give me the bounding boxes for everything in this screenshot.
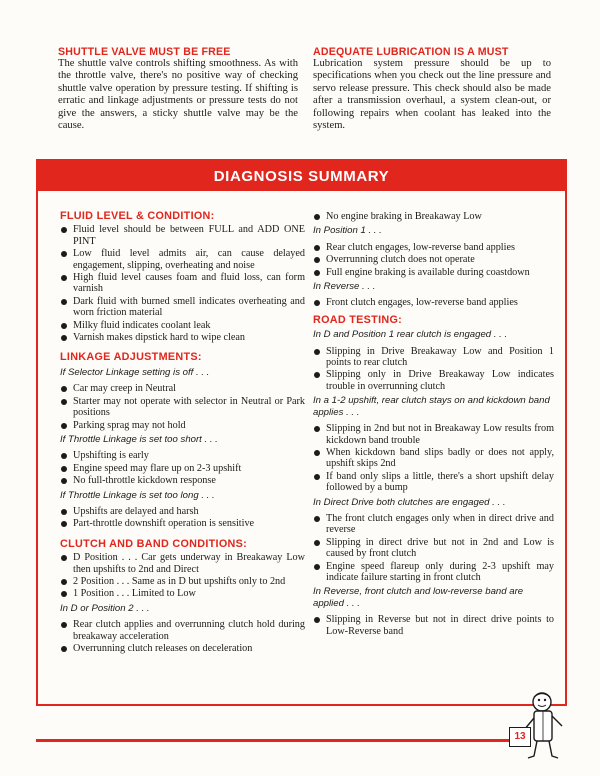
road-list-3 <box>313 513 554 583</box>
list-item: High fluid level causes foam and fluid loss, can form varnish <box>60 272 305 295</box>
list-item: Rear clutch applies and overrunning clutch hold during breakaway acceleration <box>60 619 305 642</box>
condition-label: In Reverse . . . <box>313 281 376 293</box>
summary-banner <box>38 161 565 191</box>
cartoon-mechanic-holding-page-number-icon <box>512 690 568 762</box>
list-item: Milky fluid indicates coolant leak <box>60 320 305 331</box>
condition-label: In D and Position 1 rear clutch is engaged . . . <box>313 329 508 341</box>
list-item: Dark fluid with burned smell indicates overheating and worn friction material <box>60 296 305 319</box>
condition-label: If Throttle Linkage is set too short . . . <box>60 433 218 445</box>
shuttle-valve-heading: SHUTTLE VALVE MUST BE FREE <box>58 46 231 58</box>
road-testing-section <box>313 315 554 637</box>
list-item: No full-throttle kickdown response <box>60 475 305 486</box>
list-item: Full engine braking is available during coastdown <box>313 267 554 278</box>
list-item: Front clutch engages, low-reverse band applies <box>313 297 554 308</box>
condition-label: In D or Position 2 . . . <box>60 602 150 614</box>
list-item: 2 Position . . . Same as in D but upshifts only to 2nd <box>60 576 305 587</box>
list-item: Slipping in Drive Breakaway Low and Position 1 points to rear clutch <box>313 346 554 369</box>
list-item: Low fluid level admits air, can cause delayed engagement, slipping, overheating and noise <box>60 248 305 271</box>
summary-left-column <box>60 211 305 663</box>
list-item: Starter may not operate with selector in Neutral or Park positions <box>60 396 305 419</box>
clutch-list-d <box>60 619 305 654</box>
condition-label: In Direct Drive both clutches are engaged . . . <box>313 496 506 508</box>
fluid-heading: FLUID LEVEL & CONDITION: <box>60 210 215 222</box>
list-item: Upshifting is early <box>60 450 305 461</box>
list-item: Slipping in 2nd but not in Breakaway Low results from kickdown band trouble <box>313 423 554 446</box>
lubrication-body: Lubrication system pressure should be up to specifications when you check out the line pressure and servo release pressure. This check should also be made after a transmission overhaul, a system clean-out, or following repairs when coolant has leaked into the system. <box>313 58 551 132</box>
list-item: Overrunning clutch releases on deceleration <box>60 643 305 654</box>
footer-rule <box>36 739 514 742</box>
list-item: Engine speed may flare up on 2-3 upshift <box>60 463 305 474</box>
list-item: Slipping only in Drive Breakaway Low indicates trouble in overrunning clutch <box>313 369 554 392</box>
fluid-section <box>60 211 305 343</box>
list-item: When kickdown band slips badly or does not apply, upshift skips 2nd <box>313 447 554 470</box>
list-item: Slipping in Reverse but not in direct drive points to Low-Reverse band <box>313 614 554 637</box>
shuttle-valve-section <box>58 46 298 132</box>
list-item: Fluid level should be between FULL and ADD ONE PINT <box>60 224 305 247</box>
list-item: Rear clutch engages, low-reverse band applies <box>313 242 554 253</box>
clutch-section <box>60 539 305 655</box>
list-item: Overrunning clutch does not operate <box>313 254 554 265</box>
list-item: Part-throttle downshift operation is sensitive <box>60 518 305 529</box>
list-item: No engine braking in Breakaway Low <box>313 211 554 222</box>
summary-right-column <box>313 211 554 646</box>
list-item: Parking sprag may not hold <box>60 420 305 431</box>
condition-label: In Position 1 . . . <box>313 225 382 237</box>
position1-list <box>313 242 554 278</box>
reverse-list <box>313 297 554 308</box>
clutch-heading: CLUTCH AND BAND CONDITIONS: <box>60 537 248 550</box>
list-item: The front clutch engages only when in direct drive and reverse <box>313 513 554 536</box>
list-item: 1 Position . . . Limited to Low <box>60 588 305 599</box>
shuttle-valve-body: The shuttle valve controls shifting smoothness. As with the throttle valve, there's no positive way of checking shuttle valve operation by pressure testing. If shifting is erratic and linkage adjustments or pressure tests do not give the answers, a sticky shuttle valve may be the cause. <box>58 58 298 132</box>
list-item: Upshifts are delayed and harsh <box>60 506 305 517</box>
condition-label: In Reverse, front clutch and low-reverse band are applied . . . <box>313 586 524 609</box>
linkage-list-long <box>60 506 305 530</box>
linkage-list-selector <box>60 383 305 431</box>
list-item: If band only slips a little, there's a short upshift delay followed by a bump <box>313 471 554 494</box>
condition-label: In a 1-2 upshift, rear clutch stays on and kickdown band applies . . . <box>313 395 550 418</box>
road-list-4 <box>313 614 554 637</box>
linkage-section <box>60 352 305 529</box>
lubrication-section <box>313 46 551 132</box>
list-item: Car may creep in Neutral <box>60 383 305 394</box>
linkage-heading: LINKAGE ADJUSTMENTS: <box>60 351 202 364</box>
road-testing-heading: ROAD TESTING: <box>313 313 403 326</box>
road-list-1 <box>313 346 554 393</box>
list-item: Engine speed flareup only during 2-3 upshift may indicate failure starting in front clutch <box>313 561 554 584</box>
list-item: D Position . . . Car gets underway in Breakaway Low then upshifts to 2nd and Direct <box>60 552 305 575</box>
diagnosis-summary-box <box>36 159 567 706</box>
list-item: Varnish makes dipstick hard to wipe clean <box>60 332 305 343</box>
linkage-list-short <box>60 450 305 486</box>
clutch-list-continued <box>313 211 554 222</box>
lubrication-heading: ADEQUATE LUBRICATION IS A MUST <box>313 46 509 58</box>
clutch-list-positions <box>60 552 305 600</box>
page-number: 13 <box>509 727 531 747</box>
condition-label: If Throttle Linkage is set too long . . . <box>60 489 215 501</box>
summary-title: DIAGNOSIS SUMMARY <box>213 168 390 185</box>
list-item: Slipping in direct drive but not in 2nd and Low is caused by front clutch <box>313 537 554 560</box>
condition-label: If Selector Linkage setting is off . . . <box>60 366 210 378</box>
fluid-list <box>60 224 305 343</box>
road-list-2 <box>313 423 554 493</box>
